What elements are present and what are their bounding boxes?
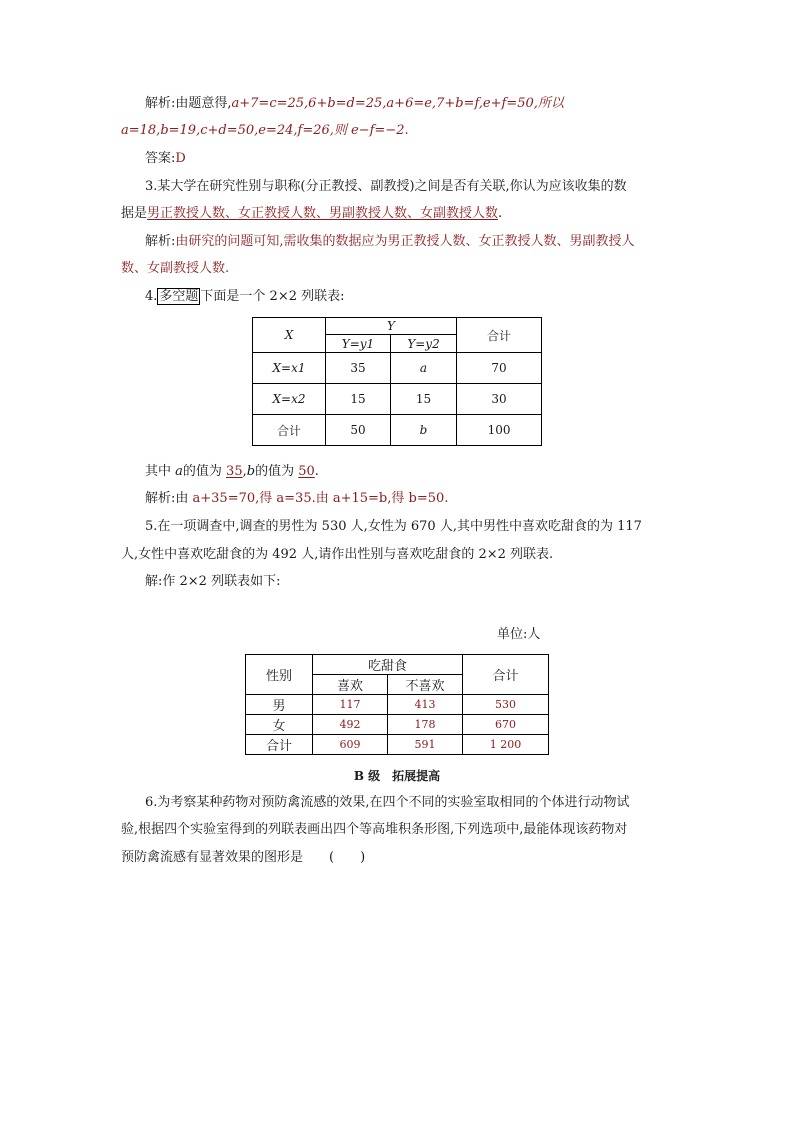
question-5-line-2: 人,女性中喜欢吃甜食的为 492 人,请作出性别与喜欢吃甜食的 2×2 列联表. [121,547,554,562]
question-3-line-2: 据是男正教授人数、女正教授人数、男副教授人数、女副教授人数. [121,206,503,221]
table-row: 男 117 413 530 [246,695,549,715]
analysis-3-line-1: 解析:由研究的问题可知,需收集的数据应为男正教授人数、女正教授人数、男副教授人 [145,234,635,249]
multi-blank-tag: 多空题 [159,289,199,304]
question-4: 4. 多空题 下面是一个 2×2 列联表: [145,289,345,304]
contingency-table-sweets [245,654,549,755]
solution-5: 解:作 2×2 列联表如下: [145,574,281,589]
question-4-answer: 其中 a的值为 35,b的值为 50. [145,464,319,479]
header-like: 喜欢 [313,675,388,695]
analysis-1-line-1: 解析:由题意得,a+7=c=25,6+b=d=25,a+6=e,7+b=f,e+f=50,所以 [145,96,564,111]
header-total: 合计 [457,318,542,353]
question-5-line-1: 5.在一项调查中,调查的男性为 530 人,女性为 670 人,其中男性中喜欢吃甜食的为 117 [145,519,642,534]
header-y: Y [326,318,457,335]
contingency-table-xy [252,317,542,446]
question-3-answer: 男正教授人数、女正教授人数、男副教授人数、女副教授人数 [147,206,499,221]
table-row: 合计 609 591 1 200 [246,735,549,755]
header-gender: 性别 [246,655,313,695]
table-row: X=x1 35 a 70 [253,353,542,384]
header-total: 合计 [463,655,549,695]
header-x: X [253,318,326,353]
table-row: 合计 50 b 100 [253,415,542,446]
answer-a-value: 35 [226,464,243,479]
header-dislike: 不喜欢 [388,675,463,695]
table-row: 女 492 178 670 [246,715,549,735]
analysis-4: 解析:由 a+35=70,得 a=35.由 a+15=b,得 b=50. [145,491,449,506]
analysis-3-line-2: 数、女副教授人数. [121,261,230,276]
question-6-line-2: 验,根据四个实验室得到的列联表画出四个等高堆积条形图,下列选项中,最能体现该药物对 [121,822,628,837]
header-y2: Y=y2 [391,335,457,353]
question-6-line-1: 6.为考察某种药物对预防禽流感的效果,在四个不同的实验室取相同的个体进行动物试 [145,795,630,810]
analysis-1-line-2: a=18,b=19,c+d=50,e=24,f=26,则 e−f=−2. [121,123,409,138]
section-heading-b: B 级 拓展提高 [353,769,441,783]
answer-b-value: 50 [298,464,315,479]
table-row: X=x2 15 15 30 [253,384,542,415]
question-6-line-3: 预防禽流感有显著效果的图形是 ( ) [121,850,366,865]
answer-1: 答案:D [145,151,186,166]
unit-label: 单位:人 [497,627,541,642]
question-3-line-1: 3.某大学在研究性别与职称(分正教授、副教授)之间是否有关联,你认为应该收集的数 [145,179,627,194]
header-y1: Y=y1 [326,335,391,353]
header-sweets: 吃甜食 [313,655,463,675]
